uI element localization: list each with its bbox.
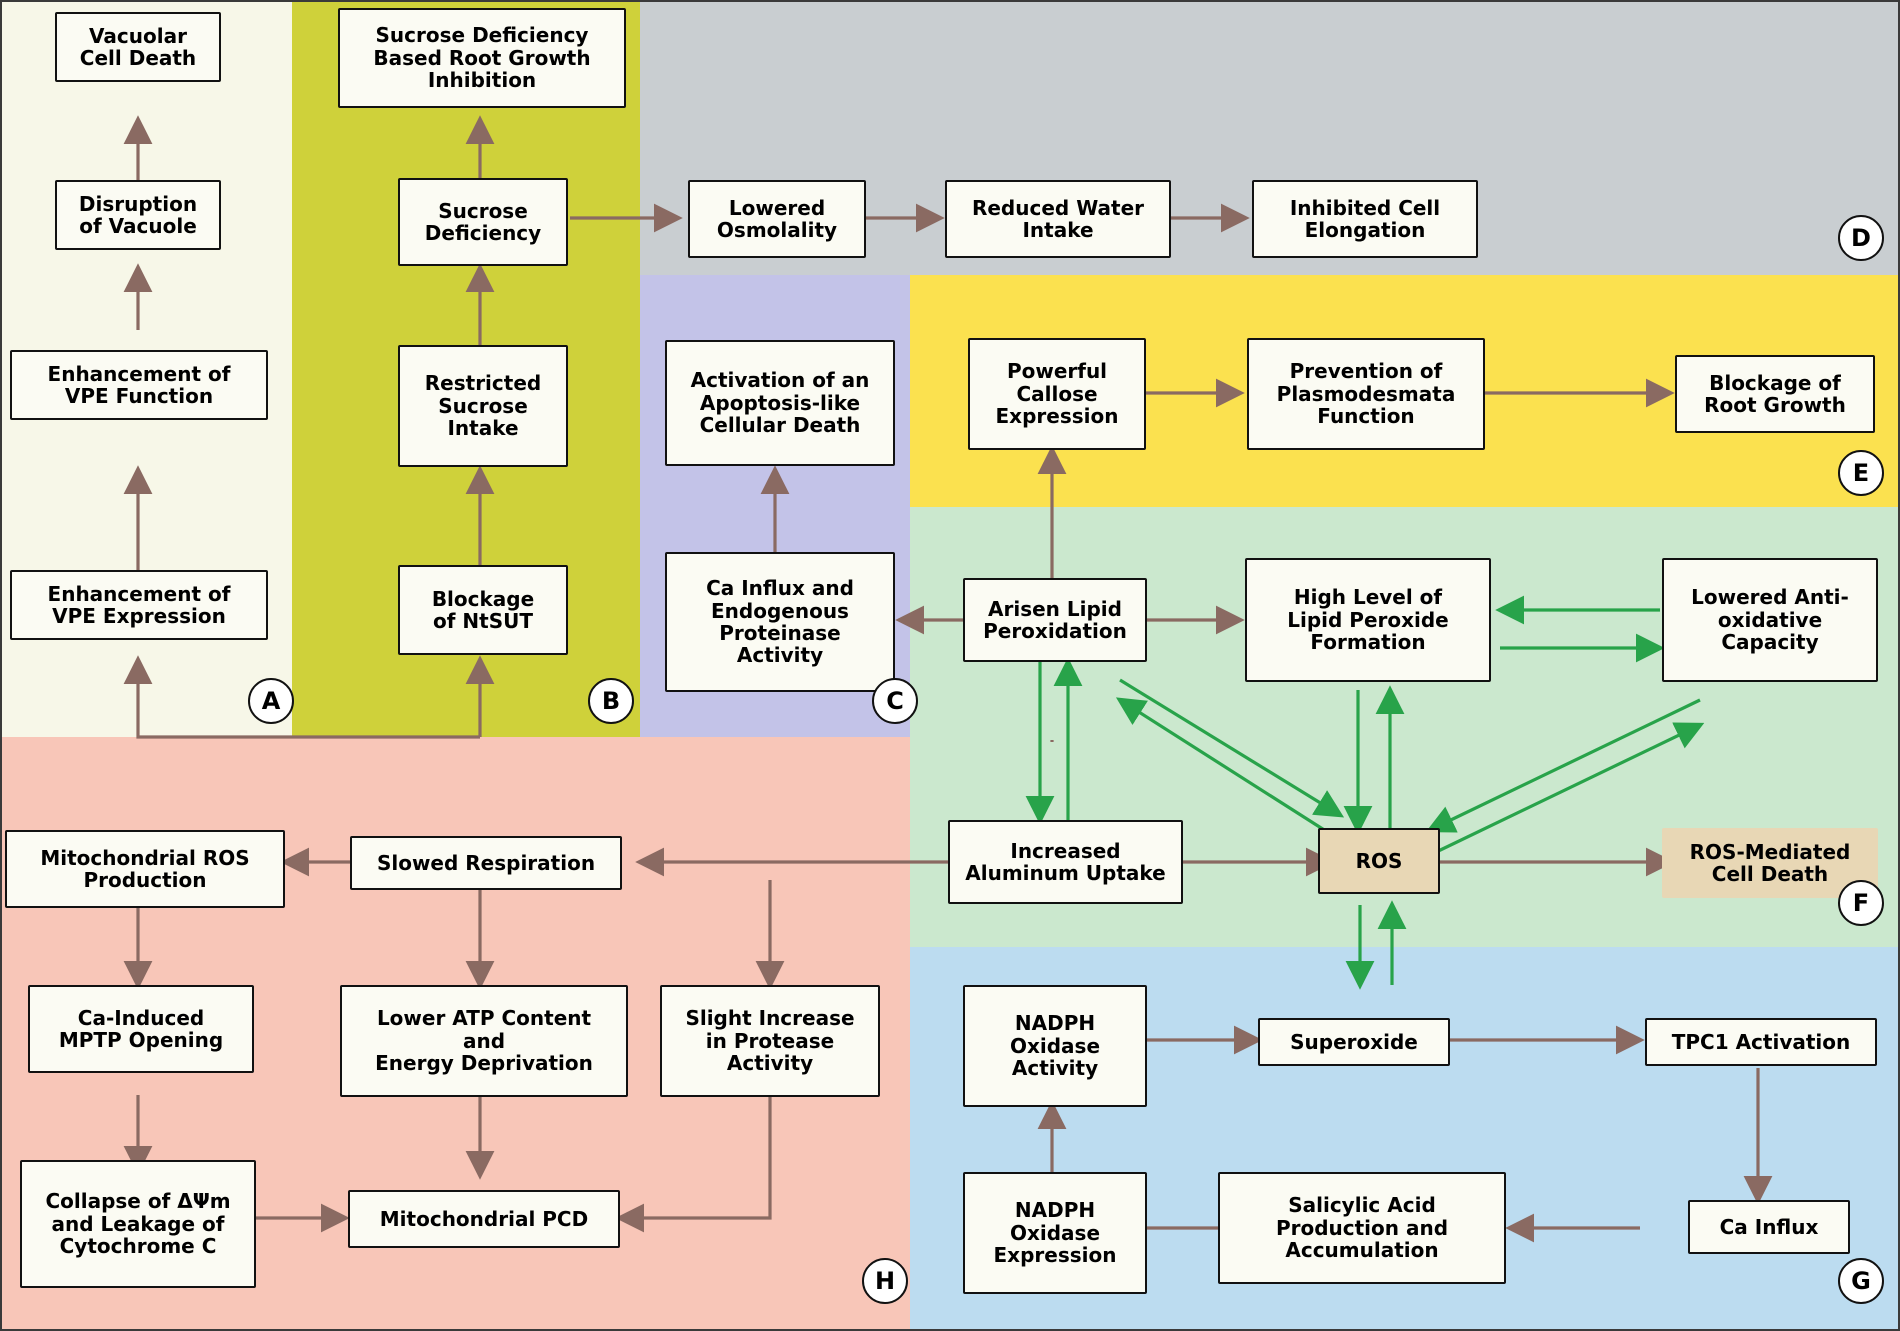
node-tpc1-activation[interactable]: TPC1 Activation xyxy=(1645,1018,1877,1066)
node-ros-mediated-cell-death[interactable]: ROS-Mediated Cell Death xyxy=(1662,828,1878,898)
node-activation-apoptosis-like-cellular-death[interactable]: Activation of an Apoptosis-like Cellular Death xyxy=(665,340,895,466)
node-ca-induced-mptp-opening[interactable]: Ca-Induced MPTP Opening xyxy=(28,985,254,1073)
node-powerful-callose-expression[interactable]: Powerful Callose Expression xyxy=(968,338,1146,450)
panel-badge-d: D xyxy=(1838,215,1884,261)
node-increased-aluminum-uptake[interactable]: Increased Aluminum Uptake xyxy=(948,820,1183,904)
node-blockage-of-ntsut[interactable]: Blockage of NtSUT xyxy=(398,565,568,655)
node-lower-atp-content-energy-deprivation[interactable]: Lower ATP Content and Energy Deprivation xyxy=(340,985,628,1097)
panel-badge-g: G xyxy=(1838,1258,1884,1304)
panel-badge-a: A xyxy=(248,678,294,724)
node-slowed-respiration[interactable]: Slowed Respiration xyxy=(350,836,622,890)
panel-badge-c: C xyxy=(872,678,918,724)
node-mitochondrial-ros-production[interactable]: Mitochondrial ROS Production xyxy=(5,830,285,908)
panel-badge-e: E xyxy=(1838,450,1884,496)
node-salicylic-acid-production-accumulation[interactable]: Salicylic Acid Production and Accumulation xyxy=(1218,1172,1506,1284)
node-collapse-delta-psi-leakage-cytochrome-c[interactable]: Collapse of ΔΨm and Leakage of Cytochrome C xyxy=(20,1160,256,1288)
node-lowered-antioxidative-capacity[interactable]: Lowered Anti- oxidative Capacity xyxy=(1662,558,1878,682)
node-sucrose-deficiency-root-growth-inhibition[interactable]: Sucrose Deficiency Based Root Growth Inhibition xyxy=(338,8,626,108)
node-inhibited-cell-elongation[interactable]: Inhibited Cell Elongation xyxy=(1252,180,1478,258)
node-mitochondrial-pcd[interactable]: Mitochondrial PCD xyxy=(348,1190,620,1248)
node-blockage-of-root-growth[interactable]: Blockage of Root Growth xyxy=(1675,355,1875,433)
node-enhancement-of-vpe-function[interactable]: Enhancement of VPE Function xyxy=(10,350,268,420)
node-lowered-osmolality[interactable]: Lowered Osmolality xyxy=(688,180,866,258)
panel-badge-h: H xyxy=(862,1258,908,1304)
node-ros[interactable]: ROS xyxy=(1318,828,1440,894)
node-vacuolar-cell-death[interactable]: Vacuolar Cell Death xyxy=(55,12,221,82)
node-ca-influx-endogenous-proteinase-activity[interactable]: Ca Influx and Endogenous Proteinase Activity xyxy=(665,552,895,692)
node-reduced-water-intake[interactable]: Reduced Water Intake xyxy=(945,180,1171,258)
node-nadph-oxidase-activity[interactable]: NADPH Oxidase Activity xyxy=(963,985,1147,1107)
node-prevention-plasmodesmata-function[interactable]: Prevention of Plasmodesmata Function xyxy=(1247,338,1485,450)
node-arisen-lipid-peroxidation[interactable]: Arisen Lipid Peroxidation xyxy=(963,578,1147,662)
node-high-level-lipid-peroxide-formation[interactable]: High Level of Lipid Peroxide Formation xyxy=(1245,558,1491,682)
panel-badge-b: B xyxy=(588,678,634,724)
node-disruption-of-vacuole[interactable]: Disruption of Vacuole xyxy=(55,180,221,250)
node-ca-influx[interactable]: Ca Influx xyxy=(1688,1200,1850,1254)
node-slight-increase-protease-activity[interactable]: Slight Increase in Protease Activity xyxy=(660,985,880,1097)
node-sucrose-deficiency[interactable]: Sucrose Deficiency xyxy=(398,178,568,266)
node-enhancement-of-vpe-expression[interactable]: Enhancement of VPE Expression xyxy=(10,570,268,640)
node-superoxide[interactable]: Superoxide xyxy=(1258,1018,1450,1066)
node-restricted-sucrose-intake[interactable]: Restricted Sucrose Intake xyxy=(398,345,568,467)
node-nadph-oxidase-expression[interactable]: NADPH Oxidase Expression xyxy=(963,1172,1147,1294)
panel-badge-f: F xyxy=(1838,880,1884,926)
